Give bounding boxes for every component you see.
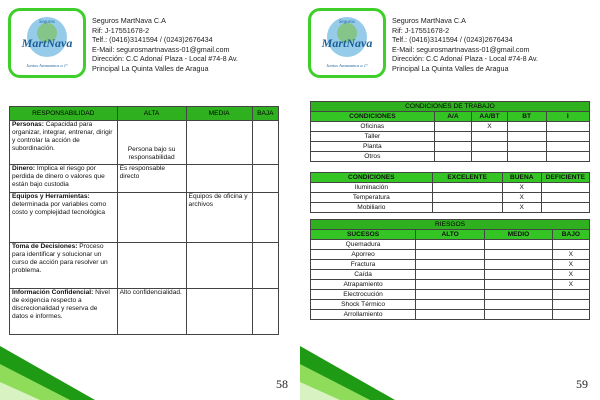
company-name: Seguros MartNava C.A <box>92 16 166 25</box>
cell-alto <box>416 260 485 270</box>
row-description: Dinero: Implica el riesgo por perdida de dinero o valores que están bajo custodia <box>10 165 118 193</box>
cell-excelente <box>432 183 502 193</box>
cell-alto <box>416 310 485 320</box>
cond-label: Otros <box>311 152 435 162</box>
cond2-label: Mobiliario <box>311 203 433 213</box>
row-description: Toma de Decisiones: Proceso para identificar y solucionar un curso de acción para resolver un problema. <box>10 243 118 289</box>
cell-alta: Es responsable directo <box>117 165 186 193</box>
cell-i <box>546 132 589 142</box>
cell-bt <box>507 142 546 152</box>
company-info <box>92 16 238 74</box>
logo-tagline: Juntos Avanzamos a 1° <box>26 63 68 68</box>
cell-alto <box>416 280 485 290</box>
header-aabt: AA/BT <box>472 112 507 122</box>
cell-alto <box>416 290 485 300</box>
cell-alto <box>416 270 485 280</box>
cell-baja <box>252 289 278 335</box>
table-row <box>10 165 279 193</box>
cell-alto <box>416 300 485 310</box>
cond-label: Taller <box>311 132 435 142</box>
logo-top-text: Seguros <box>39 20 55 25</box>
table-row <box>311 300 590 310</box>
table-row <box>311 122 590 132</box>
green-corner-decoration <box>0 330 300 400</box>
table-row <box>311 142 590 152</box>
green-corner-decoration <box>300 330 600 400</box>
suceso-label: Aporreo <box>311 250 416 260</box>
table-row <box>311 203 590 213</box>
company-phone: Telf.: (0416)3141594 / (0243)2676434 <box>392 35 513 45</box>
cell-bajo <box>552 300 589 310</box>
header-responsabilidad: RESPONSABILIDAD <box>10 107 118 121</box>
cell-alta <box>117 243 186 289</box>
cell-bajo: X <box>552 270 589 280</box>
company-email: E-Mail: segurosmartnavass-01@gmail.com <box>392 44 530 54</box>
cell-i <box>546 152 589 162</box>
riesgos-title: RIESGOS <box>311 220 590 230</box>
cell-media: Equipos de oficina y archivos <box>186 193 252 243</box>
cell-medio <box>485 300 553 310</box>
company-info <box>392 16 538 74</box>
header-condiciones-2: CONDICIONES <box>311 173 433 183</box>
company-address-2: Principal La Quinta Valles de Aragua <box>392 63 509 73</box>
table-row <box>311 280 590 290</box>
cell-bajo <box>552 310 589 320</box>
cell-excelente <box>432 193 502 203</box>
table-row <box>311 310 590 320</box>
cond-label: Planta <box>311 142 435 152</box>
company-rif: Rif: J-17551678-2 <box>92 25 150 35</box>
right-page <box>300 0 600 400</box>
cell-baja <box>252 121 278 165</box>
header-medio: MEDIO <box>485 230 553 240</box>
header-condiciones: CONDICIONES <box>311 112 435 122</box>
cell-aa <box>434 142 472 152</box>
table-row <box>311 132 590 142</box>
riesgos-table <box>310 219 590 320</box>
cell-i <box>546 122 589 132</box>
cell-medio <box>485 310 553 320</box>
cell-buena: X <box>502 193 541 203</box>
header-deficiente: DEFICIENTE <box>541 173 589 183</box>
cell-excelente <box>432 203 502 213</box>
table-row <box>311 152 590 162</box>
cond2-label: Temperatura <box>311 193 433 203</box>
page-number: 59 <box>576 377 588 391</box>
condiciones-ambientales-table <box>310 172 590 213</box>
cell-baja <box>252 165 278 193</box>
row-description: Información Confidencial: Nivel de exigencia respecto a discrecionalidad y reserva de datos e informes. <box>10 289 118 335</box>
logo-tagline: Juntos Avanzamos a 1° <box>326 63 368 68</box>
header-aa: A/A <box>434 112 472 122</box>
company-email: E-Mail: segurosmartnavass-01@gmail.com <box>92 44 230 54</box>
header-sucesos: SUCESOS <box>311 230 416 240</box>
header-bt: BT <box>507 112 546 122</box>
suceso-label: Shock Térmico <box>311 300 416 310</box>
cell-deficiente <box>541 193 589 203</box>
page-number: 58 <box>276 377 288 391</box>
cell-buena: X <box>502 183 541 193</box>
suceso-label: Electrocución <box>311 290 416 300</box>
cell-alta: Persona bajo su responsabilidad <box>117 121 186 165</box>
cell-alta <box>117 193 186 243</box>
cell-medio <box>485 280 553 290</box>
cell-deficiente <box>541 183 589 193</box>
cell-baja <box>252 243 278 289</box>
table-row <box>311 260 590 270</box>
company-logo <box>308 8 386 78</box>
responsabilidad-table <box>9 106 279 335</box>
cell-aabt <box>472 142 507 152</box>
cell-media <box>186 243 252 289</box>
suceso-label: Fractura <box>311 260 416 270</box>
suceso-label: Caída <box>311 270 416 280</box>
cell-deficiente <box>541 203 589 213</box>
table-row <box>311 193 590 203</box>
company-address: Dirección: C.C Adonaí Plaza - Local #74-8 Av. <box>92 54 238 64</box>
header-i: I <box>546 112 589 122</box>
cell-bt <box>507 122 546 132</box>
cell-bajo <box>552 240 589 250</box>
cell-bajo: X <box>552 250 589 260</box>
logo-name: MartNava <box>321 36 373 50</box>
cond2-label: Iluminación <box>311 183 433 193</box>
table-row <box>311 290 590 300</box>
cell-alto <box>416 250 485 260</box>
suceso-label: Arrollamiento <box>311 310 416 320</box>
header-excelente: EXCELENTE <box>432 173 502 183</box>
suceso-label: Quemadura <box>311 240 416 250</box>
cell-aabt <box>472 132 507 142</box>
table-row <box>311 250 590 260</box>
header-alta: ALTA <box>117 107 186 121</box>
cell-buena: X <box>502 203 541 213</box>
cell-aa <box>434 152 472 162</box>
logo-name: MartNava <box>21 36 73 50</box>
cell-alto <box>416 240 485 250</box>
header-alto: ALTO <box>416 230 485 240</box>
cell-aabt: X <box>472 122 507 132</box>
cell-media <box>186 165 252 193</box>
suceso-label: Atrapamiento <box>311 280 416 290</box>
header-media: MEDIA <box>186 107 252 121</box>
cell-aa <box>434 132 472 142</box>
cell-bt <box>507 152 546 162</box>
table-row <box>311 183 590 193</box>
table-row <box>10 289 279 335</box>
cell-bajo: X <box>552 280 589 290</box>
company-logo <box>8 8 86 78</box>
company-phone: Telf.: (0416)3141594 / (0243)2676434 <box>92 35 213 45</box>
cell-alta: Alto confidencialidad. <box>117 289 186 335</box>
header-baja: BAJA <box>252 107 278 121</box>
condiciones-table <box>310 101 590 162</box>
cell-medio <box>485 240 553 250</box>
row-description: Equipos y Herramientas: determinada por variables como costo y complejidad tecnológica <box>10 193 118 243</box>
table-row <box>10 193 279 243</box>
cell-bajo <box>552 290 589 300</box>
cell-baja <box>252 193 278 243</box>
condiciones-title: CONDICIONES DE TRABAJO <box>311 102 590 112</box>
cell-medio <box>485 260 553 270</box>
cell-aa <box>434 122 472 132</box>
logo-top-text: Seguros <box>339 20 355 25</box>
cell-bajo: X <box>552 260 589 270</box>
company-rif: Rif: J-17551678-2 <box>392 25 450 35</box>
table-row <box>311 270 590 280</box>
table-row <box>10 121 279 165</box>
table-row <box>10 243 279 289</box>
row-description: Personas: Capacidad para organizar, integrar, entrenar, dirigir y controlar la acción de subordinación. <box>10 121 118 165</box>
header-buena: BUENA <box>502 173 541 183</box>
cell-bt <box>507 132 546 142</box>
cell-aabt <box>472 152 507 162</box>
cell-medio <box>485 250 553 260</box>
company-name: Seguros MartNava C.A <box>392 16 466 25</box>
cell-media <box>186 289 252 335</box>
company-address-2: Principal La Quinta Valles de Aragua <box>92 63 209 73</box>
company-address: Dirección: C.C Adonaí Plaza - Local #74-8 Av. <box>392 54 538 64</box>
cell-i <box>546 142 589 152</box>
header-bajo: BAJO <box>552 230 589 240</box>
cell-medio <box>485 270 553 280</box>
table-row <box>311 240 590 250</box>
cell-medio <box>485 290 553 300</box>
cell-media <box>186 121 252 165</box>
cond-label: Oficinas <box>311 122 435 132</box>
